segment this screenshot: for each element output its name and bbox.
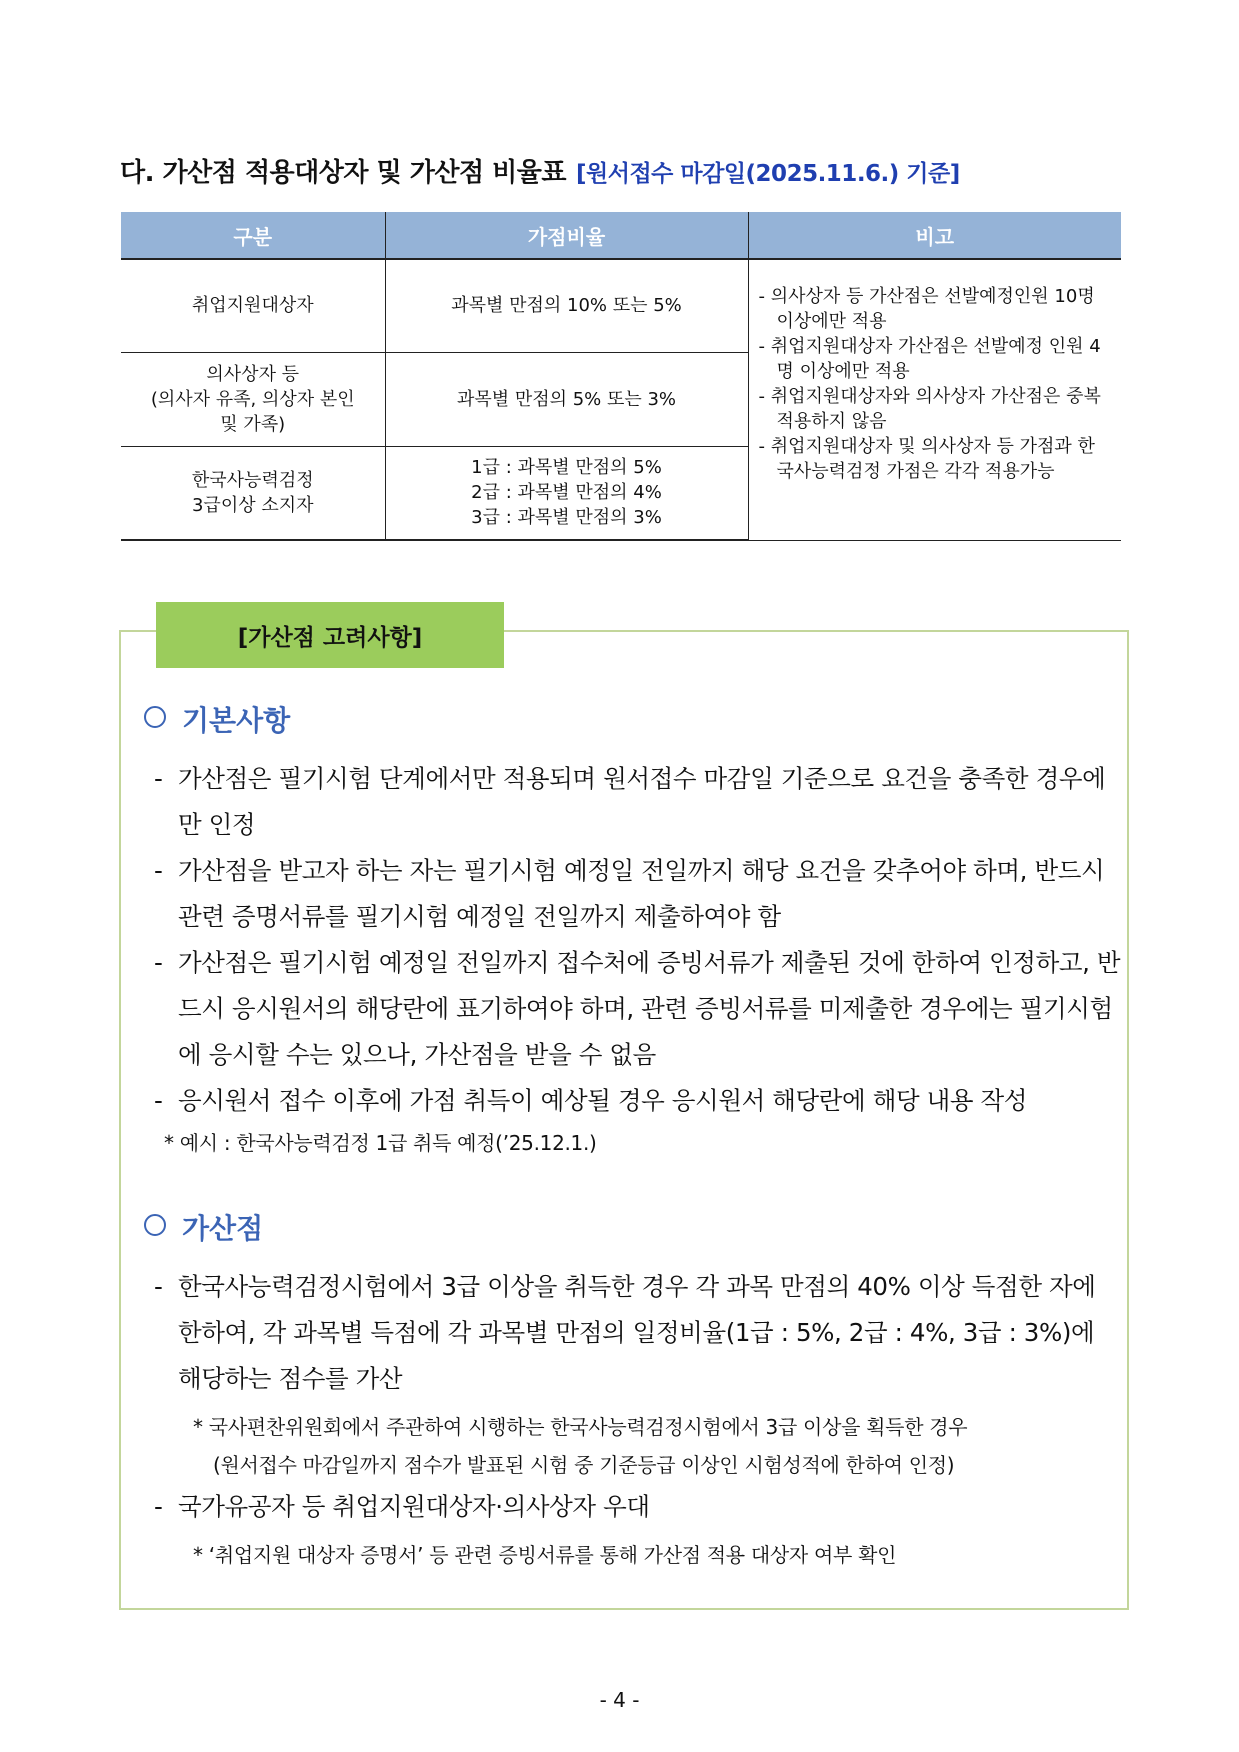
bonus-heading-text: 가산점 — [182, 1212, 264, 1245]
bonus-note: * 국사편찬위원회에서 주관하여 시행하는 한국사능력검정시험에서 3급 이상을 획득한 경우 — [193, 1415, 968, 1439]
column-header-category: 구분 — [121, 212, 385, 259]
category-line: 3급이상 소지자 — [191, 494, 314, 516]
category-line: 의사상자 등 — [206, 363, 300, 385]
bonus-item-text: 국가유공자 등 취업지원대상자·의사상자 우대 — [178, 1492, 650, 1521]
remark-line: - 취업지원대상자와 의사상자 가산점은 중복 적용하지 않음 — [758, 386, 1101, 432]
remarks-cell — [748, 259, 1121, 540]
heading-reference: [원서접수 마감일(2025.11.6.) 기준] — [576, 161, 960, 187]
bonus-note: (원서접수 마감일까지 점수가 발표된 시험 중 기준등급 이상인 시험성적에 한하여 인정) — [213, 1453, 955, 1477]
category-line: 및 가족) — [220, 413, 286, 435]
basic-heading-text: 기본사항 — [182, 704, 291, 737]
circle-bullet-icon — [144, 706, 166, 728]
heading-title: 다. 가산점 적용대상자 및 가산점 비율표 — [120, 158, 566, 188]
remark-line: - 의사상자 등 가산점은 선발예정인원 10명 이상에만 적용 — [758, 286, 1095, 332]
circle-bullet-icon — [144, 1214, 166, 1236]
row-category: 취업지원대상자 — [121, 259, 385, 352]
page-number: - 4 - — [599, 1688, 640, 1712]
bonus-item: - 국가유공자 등 취업지원대상자·의사상자 우대 — [154, 1484, 1122, 1530]
basic-item: - 응시원서 접수 이후에 가점 취득이 예상될 경우 응시원서 해당란에 해당 내용 작성 — [154, 1078, 1122, 1124]
row-category — [121, 446, 385, 540]
considerations-title: [가산점 고려사항] — [156, 602, 504, 668]
remark-line: - 취업지원대상자 및 의사상자 등 가점과 한국사능력검정 가점은 각각 적용가능 — [758, 436, 1095, 482]
rate-line: 1급 : 과목별 만점의 5% — [471, 457, 662, 479]
basic-item-text: 가산점은 필기시험 예정일 전일까지 접수처에 증빙서류가 제출된 것에 한하여 인정하고, 반드시 응시원서의 해당란에 표기하여야 하며, 관련 증빙서류를 미제출한 경우에는 필기시험에 응시할 수는 있으나, 가산점을 받을 수 없음 — [178, 948, 1121, 1069]
basic-item-text: 가산점을 받고자 하는 자는 필기시험 예정일 전일까지 해당 요건을 갖추어야 하며, 반드시 관련 증명서류를 필기시험 예정일 전일까지 제출하여야 함 — [178, 856, 1105, 931]
bonus-item-text: 한국사능력검정시험에서 3급 이상을 취득한 경우 각 과목 만점의 40% 이상 득점한 자에 한하여, 각 과목별 득점에 각 과목별 만점의 일정비율(1급 : 5%, 2급 : 4%, 3급 : 3%)에 해당하는 점수를 가산 — [178, 1272, 1096, 1393]
row-rate: 과목별 만점의 10% 또는 5% — [385, 259, 748, 352]
bonus-section-heading — [144, 1207, 263, 1247]
bonus-note: * ‘취업지원 대상자 증명서’ 등 관련 증빙서류를 통해 가산점 적용 대상자 여부 확인 — [193, 1543, 897, 1567]
column-header-remarks: 비고 — [748, 212, 1121, 259]
table-header-row — [121, 212, 1121, 259]
basic-item: - 가산점을 받고자 하는 자는 필기시험 예정일 전일까지 해당 요건을 갖추어야 하며, 반드시 관련 증명서류를 필기시험 예정일 전일까지 제출하여야 함 — [154, 848, 1122, 940]
remark-line: - 취업지원대상자 가산점은 선발예정 인원 4명 이상에만 적용 — [758, 336, 1101, 382]
bonus-rate-table — [121, 212, 1121, 541]
example-note: * 예시 : 한국사능력검정 1급 취득 예정(’25.12.1.) — [164, 1131, 597, 1155]
basic-section-heading — [144, 699, 290, 739]
basic-item: - 가산점은 필기시험 예정일 전일까지 접수처에 증빙서류가 제출된 것에 한하여 인정하고, 반드시 응시원서의 해당란에 표기하여야 하며, 관련 증빙서류를 미제출한 경우에는 필기시험에 응시할 수는 있으나, 가산점을 받을 수 없음 — [154, 940, 1122, 1078]
row-rate: 과목별 만점의 5% 또는 3% — [385, 352, 748, 446]
category-line: (의사자 유족, 의상자 본인 — [150, 388, 355, 410]
row-rate — [385, 446, 748, 540]
category-line: 한국사능력검정 — [191, 469, 314, 491]
rate-line: 3급 : 과목별 만점의 3% — [471, 507, 662, 529]
row-category — [121, 352, 385, 446]
section-heading — [120, 152, 960, 189]
column-header-rate: 가점비율 — [385, 212, 748, 259]
basic-item-text: 응시원서 접수 이후에 가점 취득이 예상될 경우 응시원서 해당란에 해당 내용 작성 — [178, 1086, 1028, 1115]
basic-item: - 가산점은 필기시험 단계에서만 적용되며 원서접수 마감일 기준으로 요건을 충족한 경우에만 인정 — [154, 756, 1122, 848]
basic-item-text: 가산점은 필기시험 단계에서만 적용되며 원서접수 마감일 기준으로 요건을 충족한 경우에만 인정 — [178, 764, 1106, 839]
rate-line: 2급 : 과목별 만점의 4% — [471, 482, 662, 504]
table-row — [121, 259, 1121, 352]
bonus-item: - 한국사능력검정시험에서 3급 이상을 취득한 경우 각 과목 만점의 40% 이상 득점한 자에 한하여, 각 과목별 득점에 각 과목별 만점의 일정비율(1급 : 5%, 2급 : 4%, 3급 : 3%)에 해당하는 점수를 가산 — [154, 1264, 1122, 1402]
